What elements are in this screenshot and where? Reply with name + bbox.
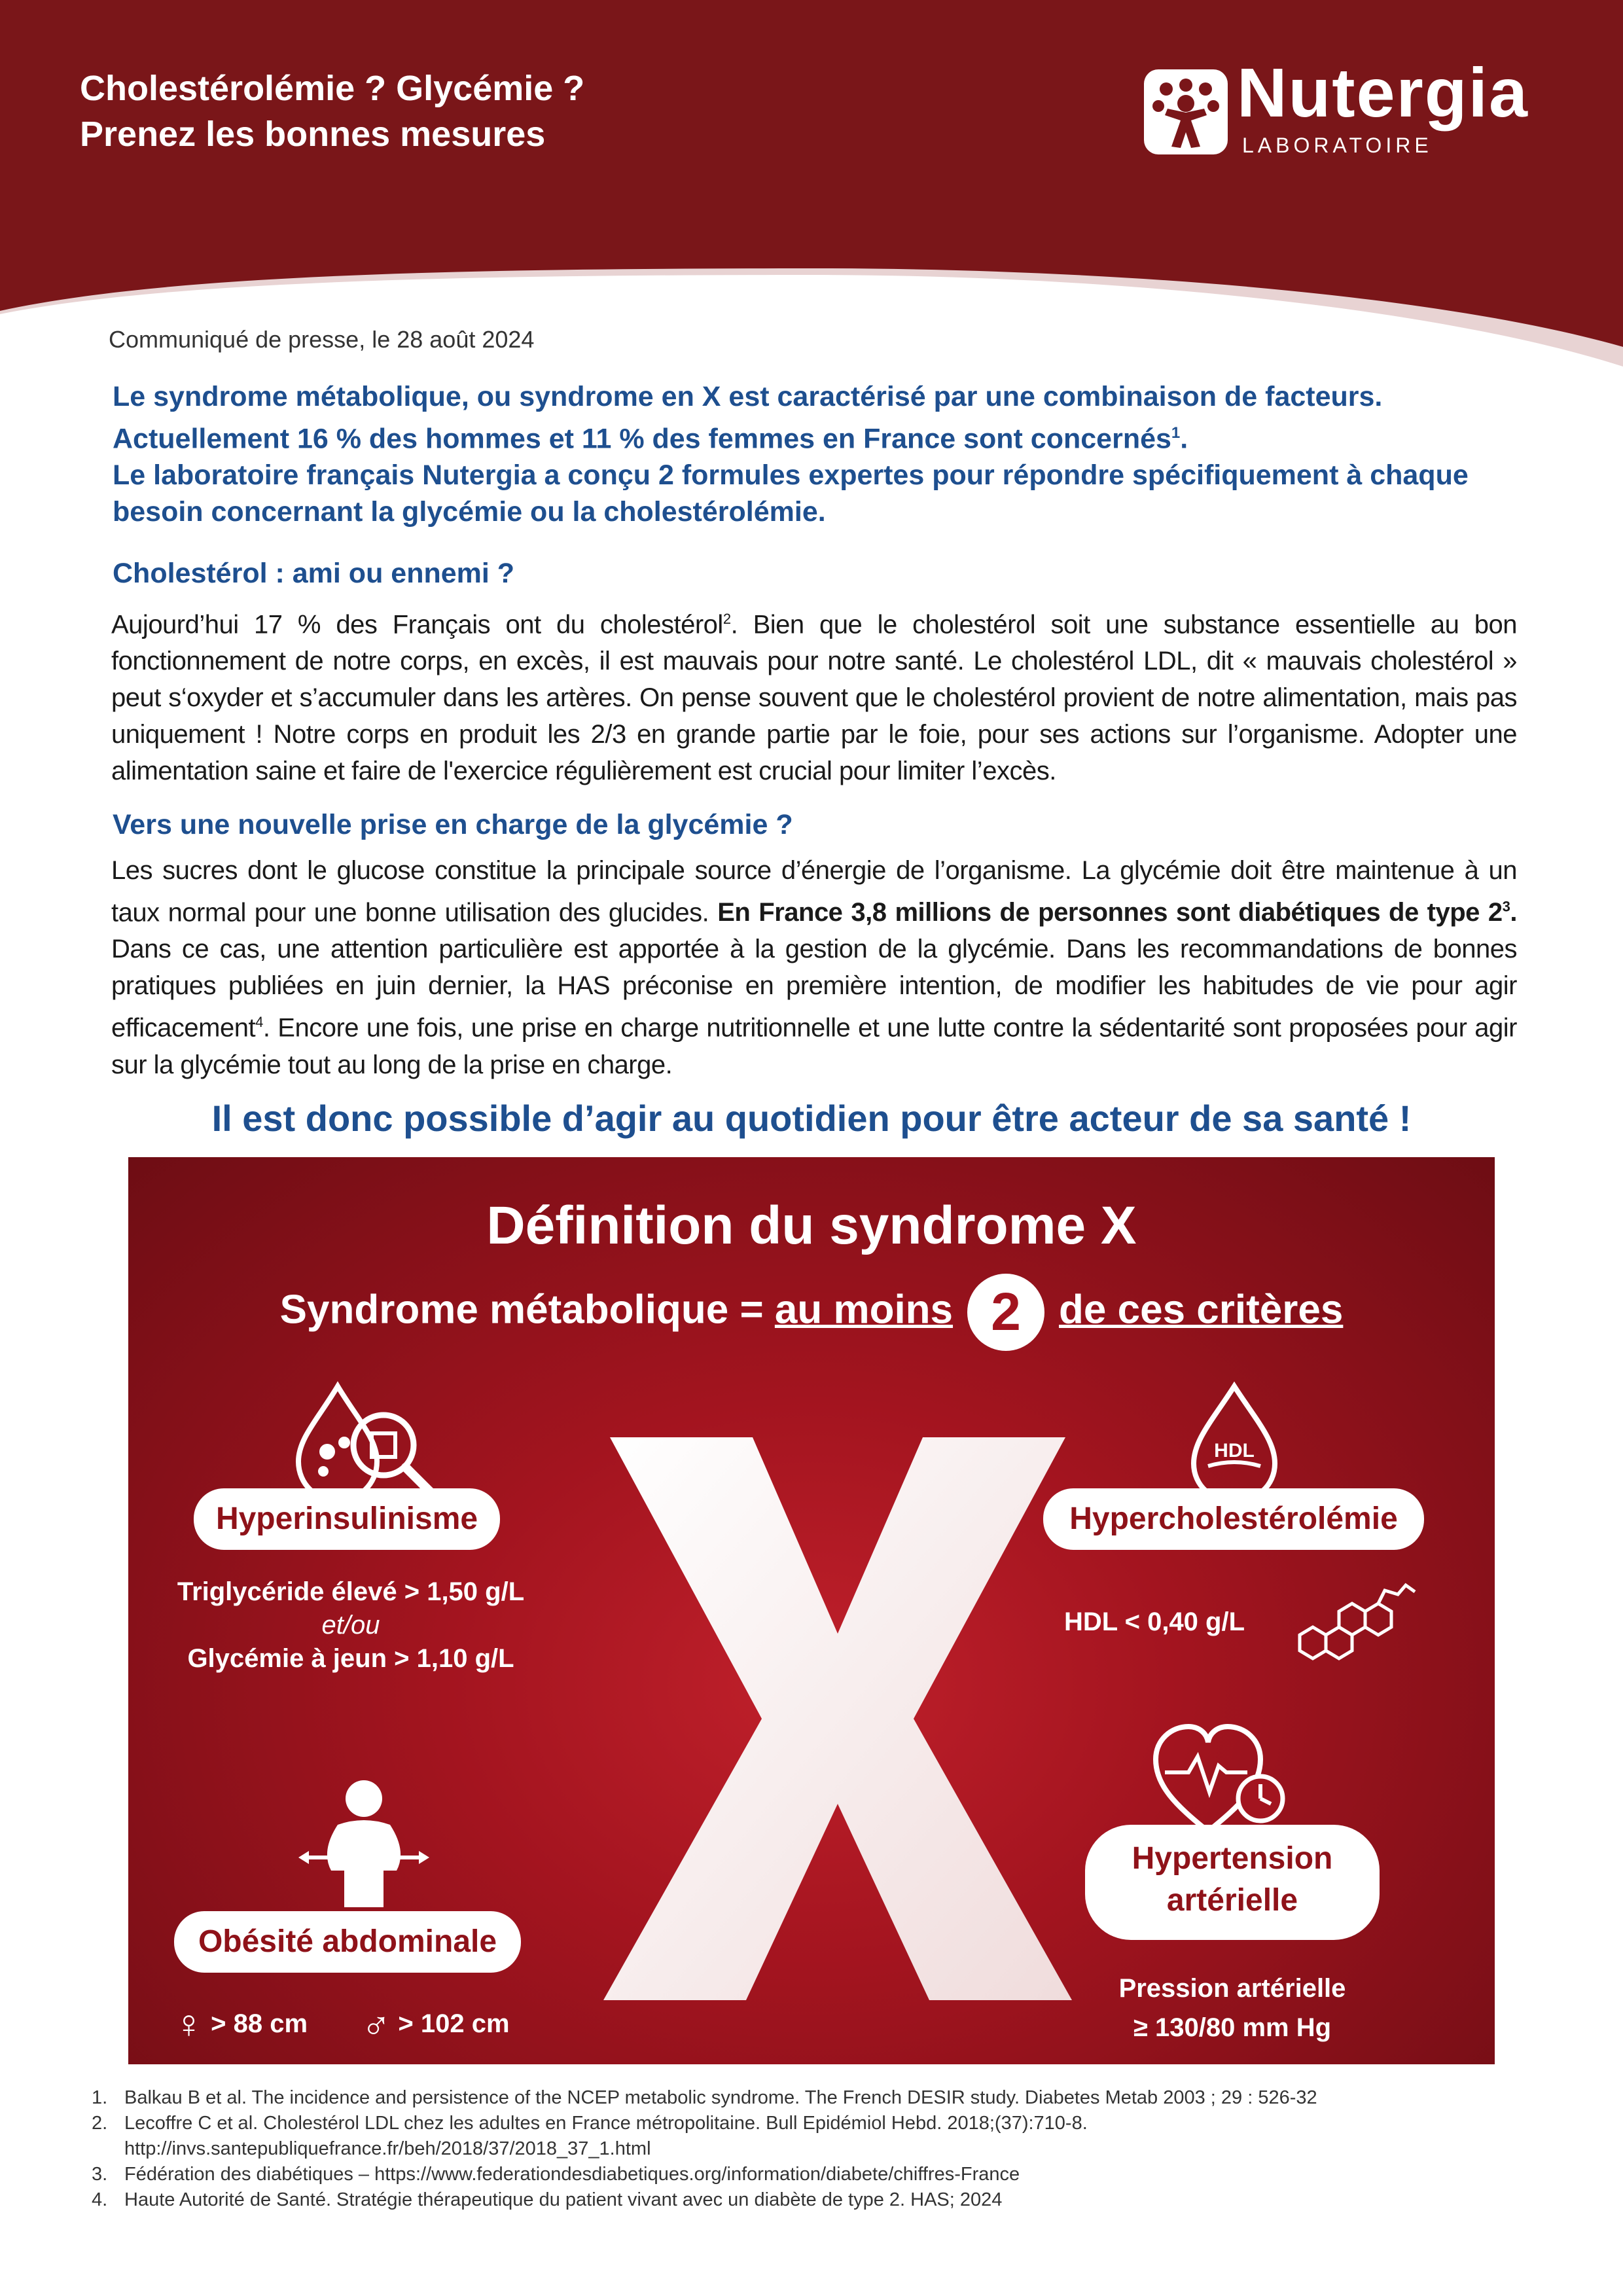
lead-line-2: Actuellement 16 % des hommes et 11 % des femmes en France sont concernés$^1$. bbox=[113, 423, 1188, 455]
footnote-ref: 2 bbox=[722, 611, 731, 627]
callout-text: Il est donc possible d’agir au quotidien pour être acteur de sa santé ! bbox=[211, 1098, 1412, 1139]
logo-name: Nutergia bbox=[1237, 54, 1529, 132]
footnote-item: 4. Haute Autorité de Santé. Stratégie thérapeutique du patient vivant avec un diabète de type 2. HAS; 2024 bbox=[92, 2189, 1003, 2210]
criteria-hypercholesterolemie: HDL < 0,40 g/L bbox=[1064, 1607, 1245, 1636]
label-hypercholesterolemie: Hypercholestérolémie bbox=[1043, 1488, 1424, 1550]
footnote-item: 1. Balkau B et al. The incidence and persistence of the NCEP metabolic syndrome. The French DESIR study. Diabetes Metab 2003 ; 29 : 526-32 bbox=[92, 2087, 1317, 2108]
section-text-cholesterol: Aujourd’hui 17 % des Français ont du cholestérol$^2$. Bien que le cholestérol soit une substance essentielle au bon fonctionnement de notre corps, en excès, il est mauvais pour notre santé. Le cholestérol LDL, dit « mauvais cholestérol » peut s‘oxyder et s’accumuler dans les artères. On pense souvent que le cholestérol provient de notre alimentation, mais pas uniquement ! Notre corps en produit les 2/3 en grande partie par le foie, pour ses actions sur l’organisme. Adopter une alimentation saine et faire de l'exercice régulièrement est crucial pour limiter l’excès. bbox=[111, 610, 1517, 786]
label-hypertension: Hypertension artérielle bbox=[1085, 1825, 1380, 1940]
logo-subtitle: LABORATOIRE bbox=[1242, 134, 1433, 157]
lead-line-3: Le laboratoire français Nutergia a conçu 2 formules expertes pour répondre spécifiquement à chaque besoin concernant la glycémie ou la cholestérolémie. bbox=[113, 459, 1469, 528]
section-heading-cholesterol: Cholestérol : ami ou ennemi ? bbox=[113, 558, 515, 589]
footnote-ref: 1 bbox=[1171, 424, 1181, 442]
footnotes bbox=[92, 2085, 1544, 2213]
infographic-title: Définition du syndrome X bbox=[486, 1196, 1137, 1255]
criteria-obesite: ♀ > 88 cm ♂ > 102 cm bbox=[174, 2002, 510, 2046]
syndrome-x-infographic bbox=[128, 1157, 1495, 2064]
title-line-2: Prenez les bonnes mesures bbox=[80, 115, 546, 154]
blood-drop-magnifier-icon bbox=[292, 1380, 442, 1504]
lead-paragraph bbox=[113, 378, 1526, 530]
hdl-blood-drop-icon bbox=[1182, 1380, 1287, 1504]
section-text-glycemie: Les sucres dont le glucose constitue la principale source d’énergie de l’organisme. La glycémie doit être maintenue à un taux normal pour une bonne utilisation des glucides. En France 3,8 millions de personnes sont diabétiques de type $2^3$. Dans ce cas, une attention particulière est apportée à la gestion de la glycémie. Dans les recommandations de bonnes pratiques publiées en juin dernier, la HAS préconise en première intention, de modifier les habitudes de vie pour agir efficacement$^4$. Encore une fois, une prise en charge nutritionnelle et une lutte contre la sédentarité sont proposées pour agir sur la glycémie tout au long de la prise en charge. bbox=[111, 856, 1517, 1079]
big-x-letter bbox=[590, 1424, 1085, 2013]
cholesterol-molecule-icon bbox=[1287, 1583, 1418, 1661]
criteria-count-badge: 2 bbox=[967, 1274, 1044, 1351]
press-date: Communiqué de presse, le 28 août 2024 bbox=[109, 326, 535, 353]
female-symbol-icon: ♀ bbox=[174, 2002, 204, 2046]
male-symbol-icon: ♂ bbox=[361, 2002, 391, 2046]
lead-line-1: Le syndrome métabolique, ou syndrome en X est caractérisé par une combinaison de facteurs. bbox=[113, 381, 1383, 412]
footnote-item: 2. Lecoffre C et al. Cholestérol LDL chez les adultes en France métropolitaine. Bull Epidémiol Hebd. 2018;(37):710-8. http://invs.santepubliquefrance.fr/beh/2018/37/2018_37_1.html bbox=[92, 2113, 1088, 2159]
page-title bbox=[80, 65, 584, 157]
label-hyperinsulinisme: Hyperinsulinisme bbox=[194, 1488, 500, 1550]
abdominal-obesity-icon bbox=[292, 1772, 436, 1910]
svg-text:HDL: HDL bbox=[1214, 1440, 1255, 1462]
label-obesite-abdominale: Obésité abdominale bbox=[174, 1911, 521, 1973]
footnote-ref: 3 bbox=[1502, 899, 1510, 915]
footnote-ref: 4 bbox=[255, 1014, 263, 1031]
section-heading-glycemie: Vers une nouvelle prise en charge de la glycémie ? bbox=[113, 809, 793, 840]
heart-pressure-icon bbox=[1149, 1720, 1293, 1838]
infographic-subtitle: Syndrome métabolique = au moins 2 de ces critères bbox=[128, 1274, 1495, 1351]
criteria-hypertension: Pression artérielle ≥ 130/80 mm Hg bbox=[1118, 1974, 1346, 2042]
footnote-item: 3. Fédération des diabétiques – https://www.federationdesdiabetiques.org/information/diabete/chiffres-France bbox=[92, 2164, 1020, 2185]
criteria-hyperinsulinisme: Triglycéride élevé > 1,50 g/L et/ou Glycémie à jeun > 1,10 g/L bbox=[177, 1577, 525, 1673]
title-line-1: Cholestérolémie ? Glycémie ? bbox=[80, 69, 585, 108]
nutergia-logo bbox=[1144, 54, 1563, 164]
logo-figure-icon bbox=[1144, 69, 1228, 154]
